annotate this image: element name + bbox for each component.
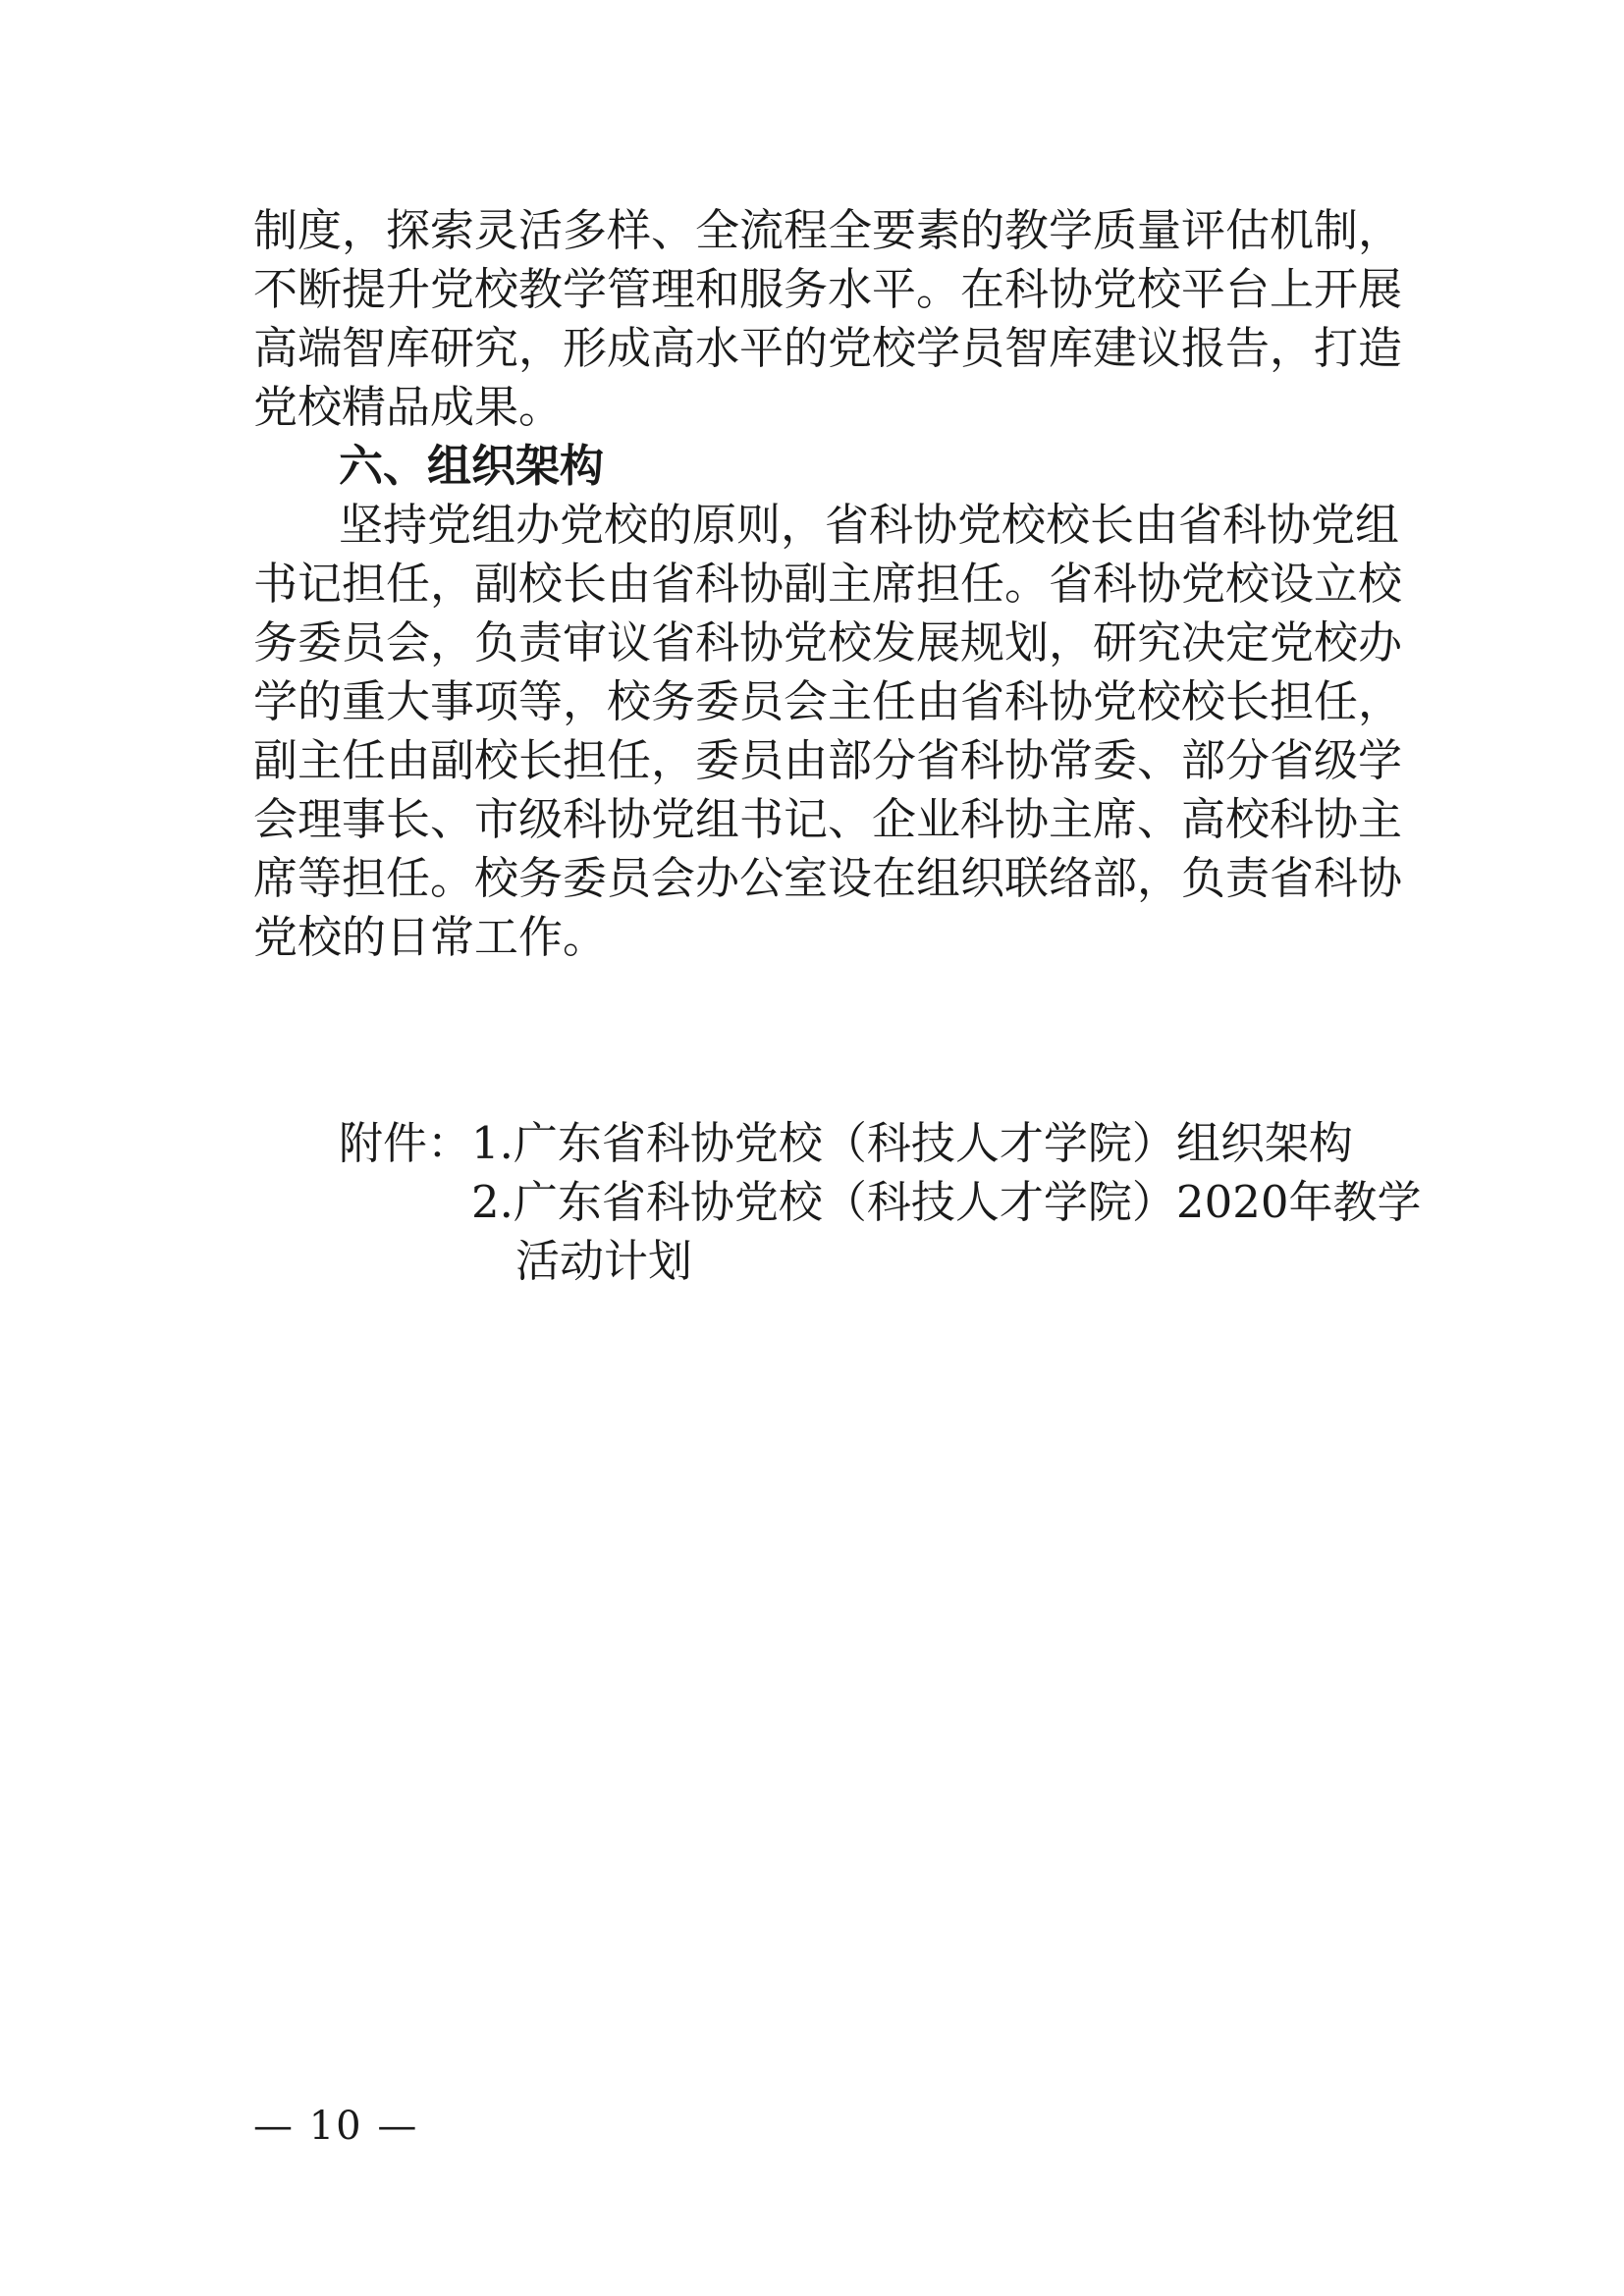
paragraph-line: 席等担任。校务委员会办公室设在组织联络部，负责省科协	[253, 852, 1403, 904]
paragraph-line: 制度，探索灵活多样、全流程全要素的教学质量评估机制，	[253, 204, 1403, 256]
paragraph-line: 会理事长、市级科协党组书记、企业科协主席、高校科协主	[253, 793, 1403, 845]
paragraph-line: 务委员会，负责审议省科协党校发展规划，研究决定党校办	[253, 616, 1403, 668]
paragraph-line: 学的重大事项等，校务委员会主任由省科协党校校长担任，	[253, 675, 1403, 727]
paragraph-line: 副主任由副校长担任，委员由部分省科协常委、部分省级学	[253, 734, 1403, 786]
paragraph-line: 书记担任，副校长由省科协副主席担任。省科协党校设立校	[253, 558, 1403, 610]
attachment-item: 1.广东省科协党校（科技人才学院）组织架构	[471, 1117, 1353, 1169]
paragraph-line: 高端智库研究，形成高水平的党校学员智库建议报告，打造	[253, 322, 1403, 374]
attachment-item-continuation: 活动计划	[515, 1235, 693, 1287]
paragraph-line: 党校精品成果。	[253, 381, 564, 433]
paragraph-line: 坚持党组办党校的原则，省科协党校校长由省科协党组	[339, 499, 1400, 551]
attachment-item: 2.广东省科协党校（科技人才学院）2020年教学	[471, 1176, 1422, 1228]
page-number: — 10 —	[253, 2104, 419, 2149]
section-heading: 六、组织架构	[339, 440, 605, 492]
paragraph-line: 不断提升党校教学管理和服务水平。在科协党校平台上开展	[253, 263, 1403, 315]
attachments-label: 附件：	[339, 1117, 472, 1169]
paragraph-line: 党校的日常工作。	[253, 911, 608, 963]
